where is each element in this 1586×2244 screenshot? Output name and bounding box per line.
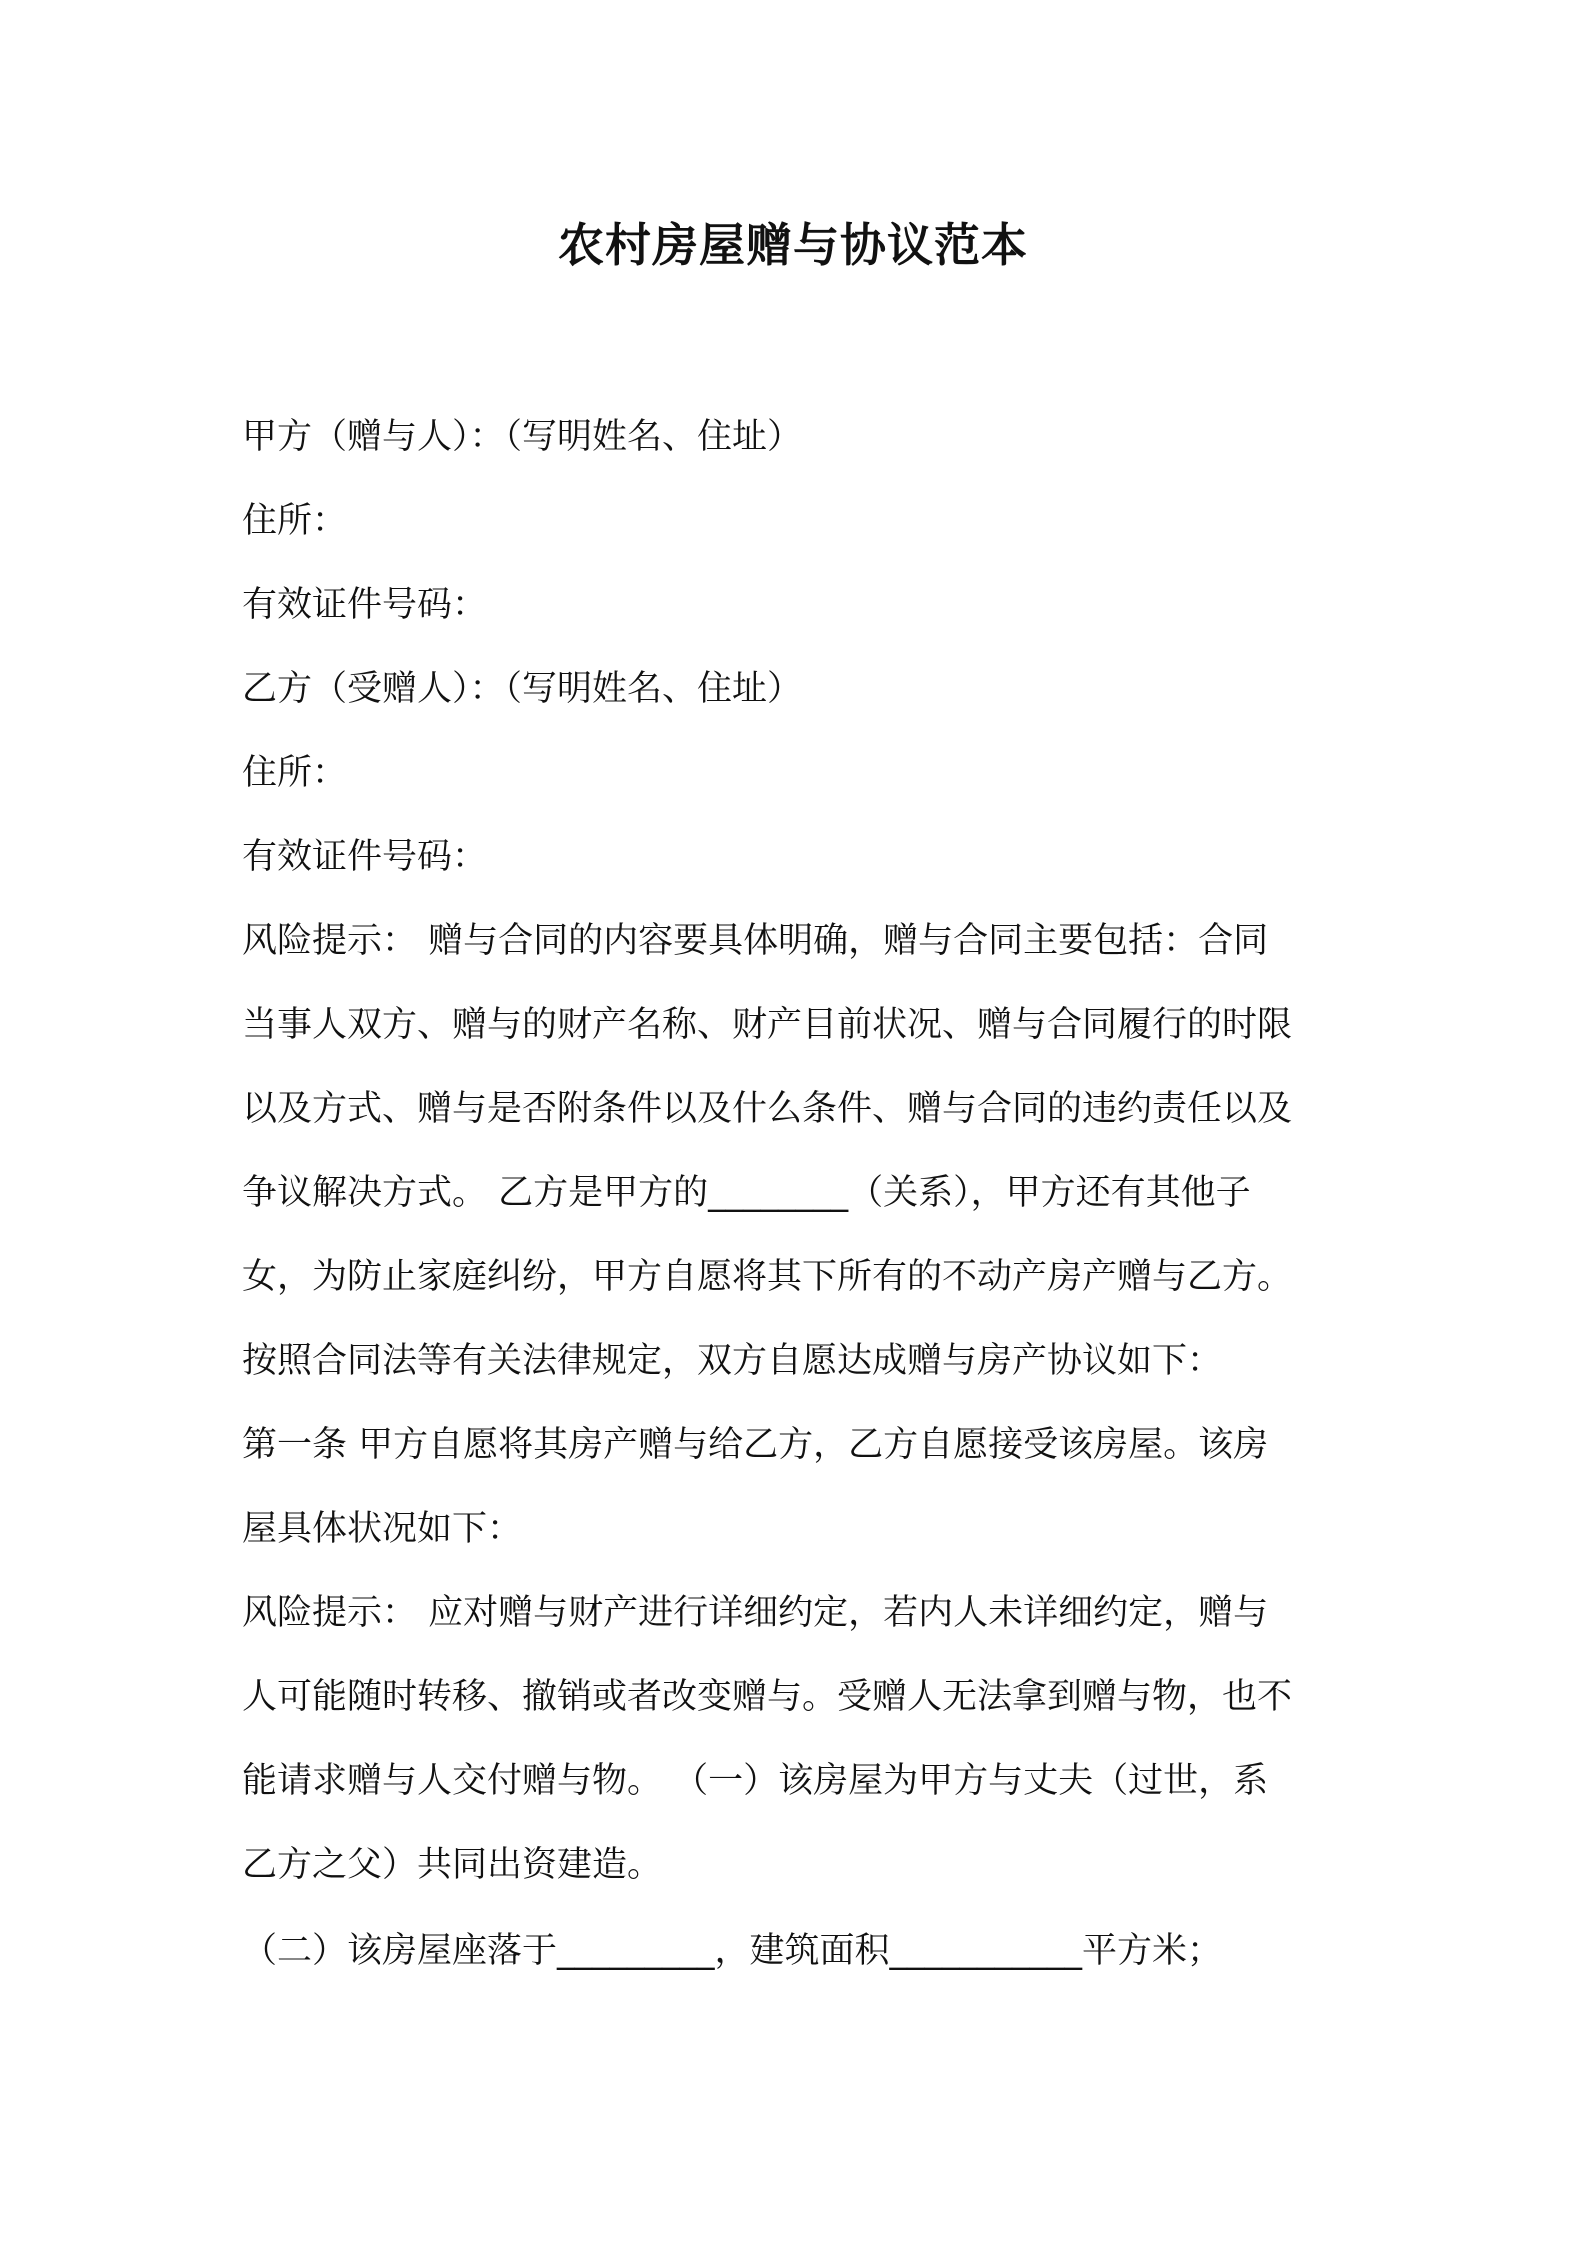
house-location-area-line: （二）该房屋座落于_________，建筑面积___________平方米； — [242, 1931, 1223, 1971]
risk-notice-2-line-1: 风险提示： 应对赠与财产进行详细约定，若内人未详细约定，赠与 — [242, 1593, 1269, 1633]
party-a-residence-line: 住所： — [242, 501, 348, 541]
gift-intent-line: 女，为防止家庭纠纷，甲方自愿将其下所有的不动产房产赠与乙方。 — [242, 1257, 1293, 1297]
risk-notice-2-line-2: 人可能随时转移、撤销或者改变赠与。受赠人无法拿到赠与物，也不 — [242, 1677, 1293, 1717]
risk-notice-line-2: 当事人双方、赠与的财产名称、财产目前状况、赠与合同履行的时限 — [242, 1005, 1293, 1045]
document-title: 农村房屋赠与协议范本 — [558, 218, 1028, 272]
article-one-line-2: 屋具体状况如下： — [242, 1509, 523, 1549]
party-b-name-line: 乙方（受赠人）：（写明姓名、住址） — [242, 669, 803, 709]
party-b-id-line: 有效证件号码： — [242, 837, 488, 877]
party-a-name-line: 甲方（赠与人）：（写明姓名、住址） — [242, 417, 803, 457]
relationship-line: 争议解决方式。 乙方是甲方的________（关系），甲方还有其他子 — [242, 1173, 1251, 1213]
risk-notice-line-1: 风险提示： 赠与合同的内容要具体明确，赠与合同主要包括：合同 — [242, 921, 1269, 961]
party-b-residence-line: 住所： — [242, 753, 348, 793]
agreement-basis-line: 按照合同法等有关法律规定，双方自愿达成赠与房产协议如下： — [242, 1341, 1223, 1381]
house-construction-line: 乙方之父）共同出资建造。 — [242, 1845, 663, 1885]
risk-notice-line-3: 以及方式、赠与是否附条件以及什么条件、赠与合同的违约责任以及 — [242, 1089, 1293, 1129]
risk-notice-2-line-3: 能请求赠与人交付赠与物。 （一）该房屋为甲方与丈夫（过世，系 — [242, 1761, 1269, 1801]
party-a-id-line: 有效证件号码： — [242, 585, 488, 625]
article-one-line-1: 第一条 甲方自愿将其房产赠与给乙方，乙方自愿接受该房屋。该房 — [242, 1425, 1269, 1465]
